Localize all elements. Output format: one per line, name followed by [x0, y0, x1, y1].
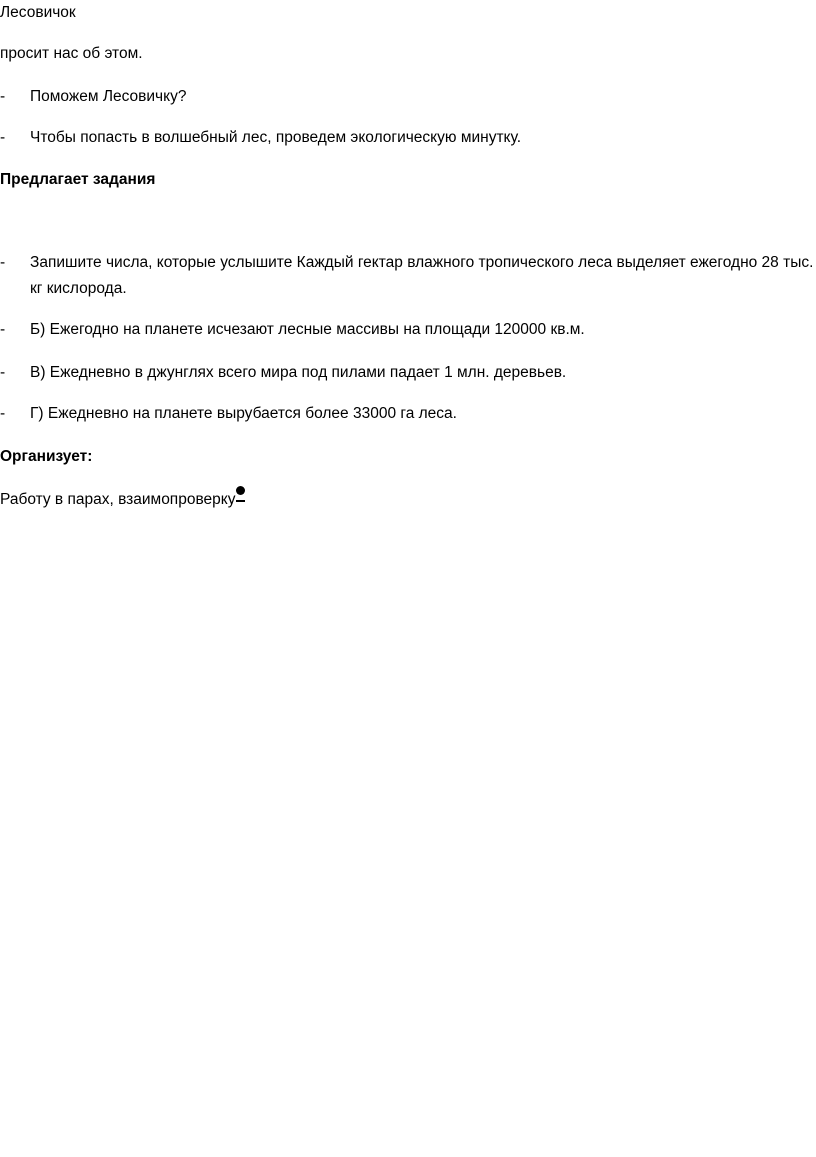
task-text: Б) Ежегодно на планете исчезают лесные массивы на площади 120000 кв.м.	[30, 321, 585, 338]
offers-title: Предлагает задания	[0, 171, 156, 188]
request-line: просит нас об этом.	[0, 45, 143, 62]
organizes-text: Работу в парах, взаимопроверку	[0, 491, 236, 508]
question-text: Поможем Лесовичку?	[30, 88, 187, 105]
task-text: В) Ежедневно в джунглях всего мира под пилами падает 1 млн. деревьев.	[30, 364, 567, 381]
dash-marker: -	[0, 88, 6, 105]
task-text: Запишите числа, которые услышите Каждый гектар влажного тропического леса выделяет ежегодно 28 тыс. кг кислорода.	[30, 254, 814, 297]
dash-marker: -	[0, 364, 6, 381]
organizes-line	[0, 487, 245, 513]
bullet-dot-icon	[236, 488, 245, 504]
dash-marker: -	[0, 405, 6, 422]
heading-name: Лесовичок	[0, 4, 76, 21]
task-text: Г) Ежедневно на планете вырубается более 33000 га леса.	[30, 405, 457, 422]
eco-minute-text: Чтобы попасть в волшебный лес, проведем экологическую минутку.	[30, 129, 521, 146]
task-item	[0, 250, 816, 304]
dash-marker: -	[0, 254, 6, 271]
dash-marker: -	[0, 129, 6, 146]
dash-marker: -	[0, 321, 6, 338]
organizes-title: Организует:	[0, 448, 93, 465]
